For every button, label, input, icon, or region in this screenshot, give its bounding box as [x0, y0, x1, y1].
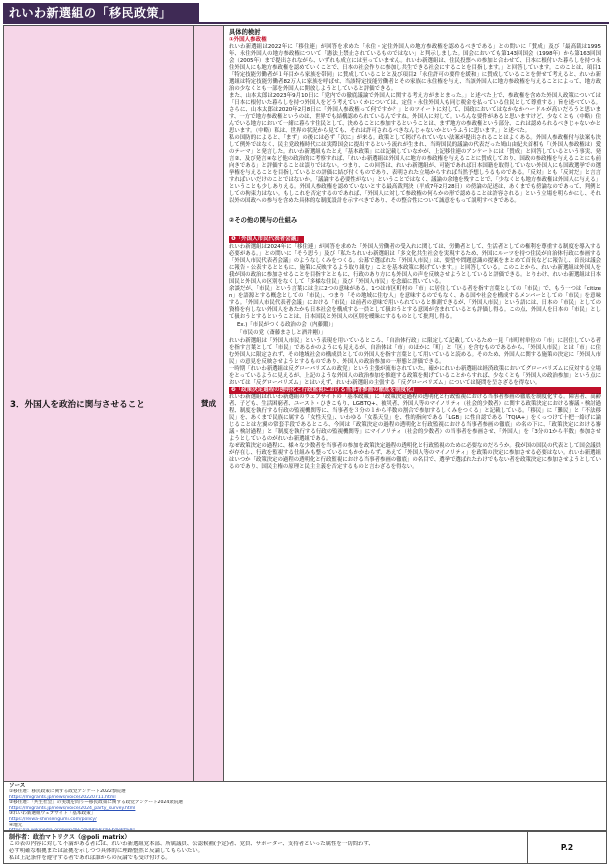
- section2-paragraph-1: れいわ新選組は2024年に「移住連」が回答を求めた「外国人労働者の受入れに関しては、労働者として、生活者としての権利を尊重する制度を導入する必要がある。」との問いに「そう思う」及び「私たちれいわ新選組は「多文化共生社会を実現するため、外国にルーツを持つ住民が自治体行政に参画する「外国人市民代表者会議」のようなしくみをつくる。公募で選ばれた「外国人市民」は、要望や問題意識の提案をまとめて首長などに報告し、首長は議会に報告・公表するとともに、施策に反映するよう取り組む」ことを基本政策に掲げています。」と回答している。このことから、れいわ新選組は外国人を我が国の政治に参加させることを目指すとともに、行政のあり方にも外国人の声を反映させようとしていると評価できる。とりわけ、れいわ新選組は日本国民と外国人の区別をなくして「多様な住民」及び「外国人市民」を念頭に置いている。: [229, 244, 601, 285]
- page-number: P.2: [560, 843, 574, 852]
- section1-paragraph-3: 私の国防的によると、「まず」の後には必ず「次に」が来る。政策として掲げられていない法案が提出されることはよくある。外国人参政権付与法案も決して例外ではなく、民主党政権時代には実際国会に提出するという流れが生まれ、当時国民的議論の代表だった鳩山由紀夫首相も「（外国人参政権は）愛のテーマ」と発言した。れいわ新選組もたとえ「基本政策」には記載していなかが、上記移住連のアンケートには「賛成」と回答しているという事実、発言②、及び発言④など他の政治的に考察すれば、「れいわ新選組は外国人に地方の参政権を与えることに賛成しており、国政の参政権を与えることにも前向きである」と評価することは誤りではない。つまり、この回答は、れいわ新選組が、可能であれば日本国籍を取得していない外国人にも国政選挙での選挙権を与えることを目指しているとの評価に結び付くものであり、表明された立場からすれば当然予想しうるものである。「反対」とも「反対だ」と言言すればいいだけのことではないか。「議論する必要性がない」ということではなく、議論の余地を残すことで、「少なくとも地方参政権は外国人に与える」ということも少しありえる。外国人参政権を認めていないとする最高裁判決（平成7年2月28日）の傍論の記述は、あくまでも傍論なのであって、判例としての拘束力はない。もしこれを否定するのであれば、「外国人に対して参政権の何らかの形で認めることは許容される」という立場を明らかにし、それ以外の国政への参与を含めた具体的な制度設計を示すべきであり、その整合性について誠意をもって説明すべきである。: [229, 135, 601, 204]
- vote-cell: [194, 26, 224, 781]
- footer-note-1: この表の内容に対して不満がある者には、れいわ新選組党本部、所属議員、公認候補(予定)者、党員、サポーター、支持者といった属性を一切問わず、: [9, 841, 374, 847]
- source-link[interactable]: https://ja.wikipedia.org/wiki/%E5%B8%82%E6%B0%91: [9, 828, 136, 831]
- section2-box-label: ❶「外国人市民代表者会議」: [231, 236, 302, 242]
- section2-paragraph-2: 余談だが、「市民」という言葉には主に2つの意味がある。1つは市区町村の「市」に居住している者を指す言葉としての「市民」で、もう一つは「citizen」を語源とする概念としての「市民」、つまり「その地域に住む人」を意味するのでもなく、ある国や社会を構成するメンバーとしての「市民」を意味する。「外国人市民代表者会議」における「市民」は前者の意味で用いられていると推測できるが、「外国人市民」という語には、日本の「市民」としての資格を有しない外国人をあたかも日本社会を構成する一員として扱おうとする意図が含まれているとも評価し得る。この点、外国人を日本の「市民」として扱おうとするということは、日本国民と外国人の区別を曖昧にするものとして批判し得る。: [229, 286, 601, 320]
- detail-heading: 具体的検討: [229, 29, 261, 36]
- section2-bar-label: ❷「政策決定過程の透明化と行政監視における当事者参画の徹底を制度化」: [229, 387, 601, 394]
- footer-note-2: 必ず明確な根拠または証拠を示しつつ具体的に理路整然と反論してもらいたい。: [9, 848, 204, 854]
- section2-paragraph-3: れいわ新選組は「外国人市民」という表現を用いているところ、「自治体行政」に限定して記載しているため一見「市町村単位の「市」に居住している者を指す言葉として「市民」であるかのようにも見えるが、自治体は「市」のほかに「町」と「区」を含むものであるから、「外国人市民」とは「市」に住む外国人に限定されず、その地域社会の構成員としての外国人を指す言葉として用いていると読める。そのため、外国人に関する施策の決定に「外国人市民」の意見を反映させようとするものであり、外国人の政治参加の一形態と評価できる。: [229, 338, 601, 365]
- source-link[interactable]: https://migrants.jp/news/voice/2024_party_survey.html: [9, 805, 136, 811]
- source-text: ③れいわ新選組ウェブサイト「基本政策」: [9, 811, 96, 817]
- detail-cell: [224, 26, 606, 781]
- section2-paragraph-4: 一時期「れいわ新選組は反グローバリズムの政党」という主張が流布されていた。確かにれいわ新選組は経済政策においてグローバリズムに反対する立場をとっているように見えるが、上記のような外国人の政治参加を推進する政策を掲げていることからすれば、少なくとも「外国人の政治参加」という点においては「反グローバリズム」とはいえず、れいわ新選組の主張する「反グローバリズム」については疑問を呈さざるを得ない。: [229, 366, 601, 386]
- footer-note-3: 私は上記条件を遵守する者であれば誰からの反論でも受け付ける。: [9, 855, 171, 861]
- section-spacer: [229, 205, 601, 217]
- sources-block: [3, 782, 607, 831]
- source-link[interactable]: https://migrants.jp/news/voice/20220711.html: [9, 794, 116, 800]
- title-banner: [3, 3, 199, 22]
- category-label: 3．外国人を政治に関与させること: [10, 399, 145, 410]
- section1-label: ①外国人参政権: [229, 37, 267, 43]
- title-underline: [3, 22, 609, 24]
- footer-notes: [4, 832, 528, 863]
- category-cell: [4, 26, 194, 781]
- footer: [3, 831, 607, 864]
- source-text: ②移住連：「共生社会」の実現を問う—移民政策に関する政党アンケート2024衆院選: [9, 800, 184, 806]
- policy-table: [3, 25, 607, 782]
- section1-paragraph-2: また、山本太郎は2023年9月10日に「党内での徹底議論で外国人に関する考え方がまとまった。」と述べた上で、参政権を含めた外国人政策については「日本に根付いた暮らしを持つ外国人をどう考えていくかについては、定住・永住外国人も同じ税金を払っている住民として尊重する」旨を述べている。さらに、山本太郎は2020年2月8日に「外国人参政権って何ですか？」とのツイートに対して、国政においてはなかなかハードルが高いだろうと思います、一方で地方参政権というのは、世界でも結構認められているんですね。外国人に対して。いろんな要件があると思いますけど、少なくとも（中略）住んでいる地方において一緒に暮らす住民として、決めることに参加するということは、まず地方の参政権という部分、これは認められるべきじゃないかと思います。（中略）私は、世界の状況から見ても、それは許可されるべきなんじゃないかというふうに思います。」と述べた。: [229, 93, 601, 134]
- section2-paragraph-5: れいわ新選組はれいわ新選組のウェブサイトの「基本政策」に「政策決定過程の透明化と行政監視における当事者参画の徹底を制度化する。障害者、高齢者、子ども、生活困窮者、ユースト・ひきこもり、LGBTQ+、被災者、外国人等のマイノリティ（社会的少数者）に関する政策決定における審議・検討過程、制度を執行する行政の監視機関等に、当事者を３分の１から半数の割合で参加するしくみをつくる」と記載している。「移民」に「難民」と「不法移民」を、あくまで民族に属する「女性天皇」、いわゆる「女系天皇」を、性的指向である「LGB」に性自認である「TQIA+」をくっつけて十把一絡げに論じることは左翼の常套手段であるところ、今回は「政策決定の過程の透明化と行政監視における当事者参画の徹底」の名の下に、「政策決定における審議・検討過程」と「制度を執行する行政の監視機関等」にマイノリティ（社会的少数者）の当事者を参画させ、「外国人」を「3分の1から半数」参加させようとしているのがれいわ新選組である。: [229, 394, 601, 442]
- sources-heading: ソース: [9, 783, 26, 789]
- example-line-2: 「市民の党（斎藤まさしと酒井剛）」: [237, 330, 326, 336]
- source-link[interactable]: https://reiwa-shinsengumi.com/policy/: [9, 816, 97, 822]
- section2-paragraph-6: なぜ政策決定の過程に、様々な少数者を当事者の参加を政策決定過程の透明化と行政監視のために必要なのだろうか。我が国の国民の代表として国会議員が存在し、行政を監視する仕組みも整っているにもかかわらず、あえて「外国人等のマイノリティ」を政策の決定に参加させる必要はない。れいわ新選組はいつか「政策決定の過程の透明化と行政監視における当事者参画の徹底」の名目で、選挙で選ばれたわけでもない者を政策決定に参加させようとしているのであり、国民主権の原理と民主主義を否定するものと言わざるを得ない。: [229, 443, 601, 470]
- author-credit: 制作者：政治マトリクス（@poli_matrix）: [9, 834, 131, 841]
- page-title: れいわ新選組の「移民政策」: [9, 6, 172, 20]
- section1-paragraph-1: れいわ新選組は2022年に「移住連」が回答を求めた「永住・定住外国人の地方参政権を認めるべきである」との問いに「賛成」及び「最高裁は1995年、永住外国人の地方参政権について「憲法上禁止されているものではない」と判示しました。国会においても第143回国会（1998年）から第163回国会（2005年）まで提出されながら、いずれも成立には至っていません。れいわ新選組は、住民投票への参加と合わせて、日本に根付いた暮らしを持つ永住外国人にも地方参政権を認めていくことで、日本の社会作りに参加し共生できる社会にすることを目指します。」と回答しています。このことは、項目1「特定技能労働者が１年目から家族を帯同」に賛成していることと及び項目2「永住許可の要件を緩和」に賛成していることを併せて考えると、れいわ新選組は特定技能労働者82万人に家族を呼ばせ、当該特定技能労働者とその家族に永住権を与え、当該外国人に地方参政権を与えることによって、地方政治の少なくとも一部を外国人に開放しようとしていると評価できる。: [229, 44, 601, 92]
- vote-label: 賛成: [200, 399, 217, 408]
- section2-label: ②その他の関与の仕組み: [229, 217, 298, 224]
- source-text: ④地元: [9, 822, 23, 828]
- example-line-1: Ex.)「市民がつくる政治の会（内藤鍛）」: [237, 322, 337, 328]
- source-text: ①移住連：移民政策に関する政党アンケート2022参院選: [9, 789, 126, 794]
